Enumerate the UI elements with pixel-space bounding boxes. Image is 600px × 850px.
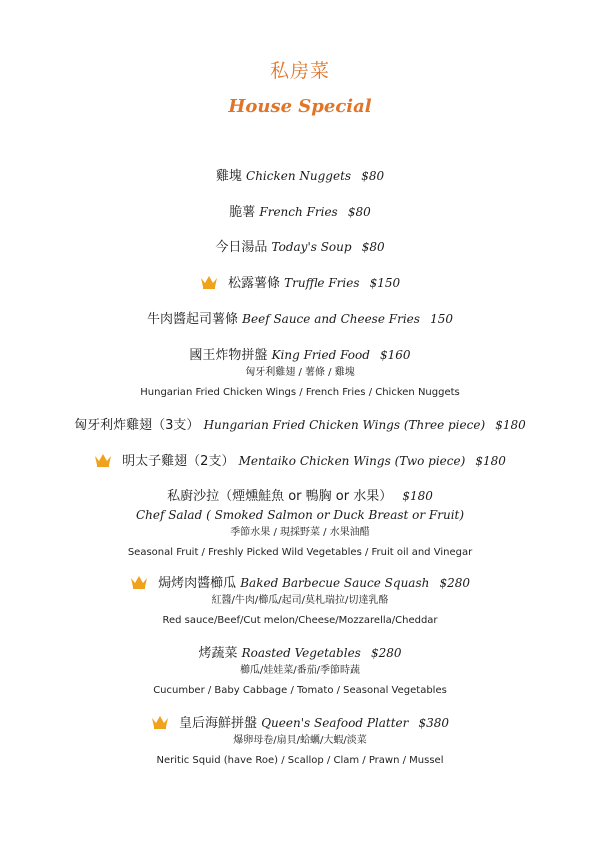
menu-item-roasted-vegetables [0,644,600,699]
item-name-zh: 松露薯條 [227,276,280,291]
item-price: $180 [402,489,433,503]
item-name-zh: 烤蔬菜 [198,646,238,661]
item-ingredients-en: Seasonal Fruit / Freshly Picked Wild Vegetables / Fruit oil and Vinegar [127,547,473,558]
item-price: $280 [439,576,471,590]
item-ingredients-zh: 季節水果 / 現採野菜 / 水果油醋 [230,527,370,538]
item-price: $80 [361,240,385,254]
menu-item-king-fried-food [0,346,600,401]
item-ingredients-zh: 紅醬/牛肉/櫛瓜/起司/莫札瑞拉/切達乳酪 [211,595,389,606]
item-name-en: Beef Sauce and Cheese Fries [242,312,420,326]
item-name-en: French Fries [259,205,338,219]
item-ingredients-en: Hungarian Fried Chicken Wings / French Fries / Chicken Nuggets [140,387,460,398]
menu-item-chef-salad [0,487,600,561]
item-ingredients-en: Cucumber / Baby Cabbage / Tomato / Seasonal Vegetables [153,685,447,696]
item-name-en: Queen's Seafood Platter [261,716,409,730]
item-name-zh: 雞塊 [215,169,242,184]
item-price: $160 [380,348,411,362]
menu-title-en: House Special [228,96,372,117]
menu-item-queens-seafood-platter [0,714,600,769]
item-name-en: Truffle Fries [284,276,360,290]
item-price: $280 [370,646,402,660]
menu-item-baked-bbq-squash [0,574,600,629]
item-price: $180 [495,418,526,432]
item-price: $80 [347,205,371,219]
item-ingredients-zh: 匈牙利雞翅 / 薯條 / 雞塊 [245,367,355,378]
menu-item-french-fries [0,203,600,222]
item-name-zh: 皇后海鮮拼盤 [179,716,258,731]
item-ingredients-zh: 櫛瓜/娃娃菜/番茄/季節時蔬 [239,665,361,676]
item-name-en: Hungarian Fried Chicken Wings (Three piece) [203,418,486,432]
item-name-zh: 今日湯品 [215,240,268,255]
item-name-zh: 牛肉醬起司薯條 [147,312,239,327]
item-ingredients-zh: 爆卵母卷/扇貝/蛤蠣/大蝦/淡菜 [233,735,367,746]
item-ingredients-en: Neritic Squid (have Roe) / Scallop / Clam / Prawn / Mussel [156,755,444,766]
menu-item-beef-sauce-cheese-fries [0,310,600,329]
item-name-zh: 匈牙利炸雞翅（3支） [74,418,200,433]
item-name-zh: 私廚沙拉（煙燻鮭魚 or 鴨胸 or 水果） [167,489,393,504]
item-ingredients-en: Red sauce/Beef/Cut melon/Cheese/Mozzarella/Cheddar [162,615,438,626]
crown-icon [130,575,148,589]
crown-icon [94,453,112,467]
item-price: $180 [475,454,506,468]
item-name-zh: 焗烤肉醬櫛瓜 [158,576,237,591]
menu-title-zh: 私房菜 [269,60,330,82]
item-name-zh: 脆薯 [229,205,256,220]
item-name-en: Chef Salad ( Smoked Salmon or Duck Breast or Fruit) [135,508,465,522]
crown-icon [200,275,218,289]
item-price: $80 [361,169,385,183]
crown-icon [151,715,169,729]
menu-item-mentaiko-chicken-wings [0,452,600,471]
item-name-zh: 國王炸物拼盤 [189,348,268,363]
item-price: 150 [430,312,453,326]
item-name-en: Chicken Nuggets [246,169,352,183]
menu-item-todays-soup [0,238,600,257]
item-name-en: Roasted Vegetables [241,646,361,660]
item-price: $380 [418,716,450,730]
item-name-en: Mentaiko Chicken Wings (Two piece) [238,454,466,468]
item-name-en: Baked Barbecue Sauce Squash [240,576,430,590]
item-name-zh: 明太子雞翅（2支） [122,454,235,469]
menu-item-chicken-nuggets [0,167,600,186]
item-name-en: King Fried Food [271,348,370,362]
menu-item-truffle-fries [0,274,600,293]
item-price: $150 [369,276,401,290]
item-name-en: Today's Soup [271,240,352,254]
menu-item-hungarian-chicken-wings [0,416,600,435]
